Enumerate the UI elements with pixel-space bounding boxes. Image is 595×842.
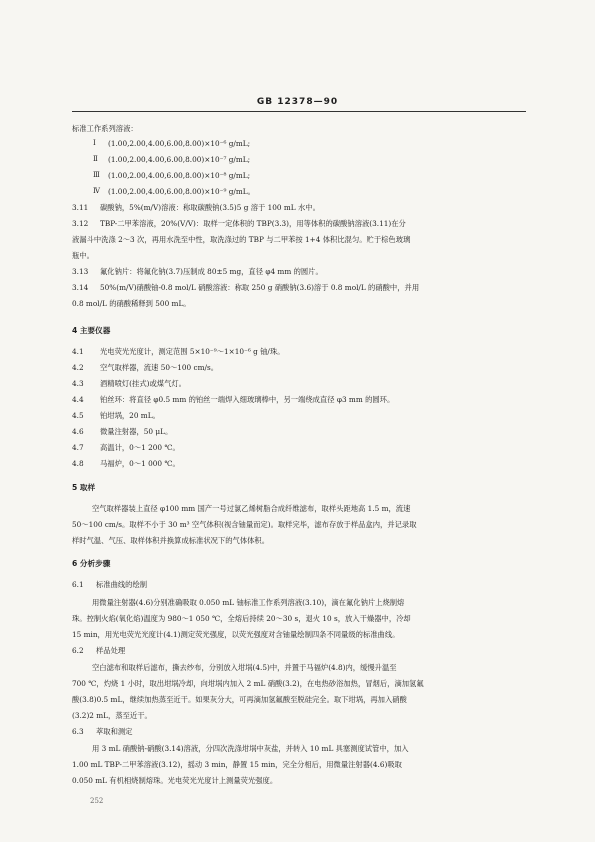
subsection-number: 6.1 — [72, 580, 84, 589]
item-text: 铂坩埚，20 mL。 — [100, 411, 160, 420]
item-text: 酒精喷灯(挂式)或煤气灯。 — [100, 379, 186, 388]
series-num: Ⅳ — [93, 187, 100, 195]
series-num: Ⅰ — [93, 139, 96, 147]
item-number: 3.12 — [72, 219, 89, 228]
item-number: 4.8 — [72, 459, 84, 468]
item-text: 微量注射器，50 μL。 — [100, 427, 173, 436]
item-number: 4.4 — [72, 395, 84, 404]
paragraph-line: 50～100 cm/s。取样不小于 30 m³ 空气体积(视含铀量而定)。取样完毕，滤布存放于样品盒内，并记录取 — [72, 520, 417, 529]
item-text: 50%(m/V)硝酸铀-0.8 mol/L 硝酸溶液：称取 250 g 硝酸钠(3.6)溶于 0.8 mol/L 的硝酸中，并用 — [100, 283, 420, 292]
item-number: 4.5 — [72, 411, 84, 420]
section-heading: 5 取样 — [72, 483, 96, 492]
item-text: 0.8 mol/L 的硝酸稀释到 500 mL。 — [72, 299, 191, 308]
item-text: 氟化钠片：将氟化钠(3.7)压制成 80±5 mg，直径 φ4 mm 的圆片。 — [100, 267, 323, 276]
paragraph-line: 用微量注射器(4.6)分别准确吸取 0.050 mL 铀标准工作系列溶液(3.10)，滴在氟化钠片上烧制熔 — [92, 598, 405, 607]
header-rule — [72, 111, 526, 112]
series-intro: 标准工作系列溶液： — [72, 124, 138, 133]
item-number: 4.6 — [72, 427, 84, 436]
paragraph-line: 15 min，用光电荧光光度计(4.1)测定荧光强度，以荧光强度对含铀量绘制四条不同量级的标准曲线。 — [72, 630, 400, 639]
item-number: 4.2 — [72, 363, 84, 372]
item-text: 高温计，0～1 200 ℃。 — [100, 443, 180, 452]
item-text: 瓶中。 — [72, 251, 94, 260]
item-number: 4.3 — [72, 379, 84, 388]
standard-header: GB 12378—90 — [256, 97, 339, 107]
paragraph-line: 酸(3.8)0.5 mL，继续加热蒸至近干。如果灰分大，可再滴加氢氟酸至脱硅完全。取下坩埚，再加入硝酸 — [72, 695, 407, 704]
subsection-title: 样品处理 — [96, 646, 126, 655]
paragraph-line: 空气取样器装上直径 φ100 mm 国产一号过氯乙烯树脂合成纤维滤布，取样头距地高 1.5 m，流速 — [92, 504, 411, 513]
paragraph-line: 空白滤布和取样后滤布，撕去纱布，分别放入坩埚(4.5)中，并置于马福炉(4.8)内，缓慢升温至 — [92, 663, 397, 672]
paragraph-line: (3.2)2 mL，蒸至近干。 — [72, 711, 152, 720]
item-text: 碳酸钠，5%(m/V)溶液：称取碳酸钠(3.5)5 g 溶于 100 mL 水中。 — [100, 203, 320, 212]
paragraph-line: 珠。控制火焰(氧化焰)温度为 980～1 050 ℃，全熔后持续 20～30 s，退火 10 s，放入干燥器中，冷却 — [72, 614, 411, 623]
subsection-title: 萃取和测定 — [96, 727, 133, 736]
series-text: (1.00,2.00,4.00,6.00,8.00)×10⁻⁸ g/mL; — [108, 171, 251, 180]
item-number: 4.1 — [72, 347, 84, 356]
section-heading: 6 分析步骤 — [72, 559, 111, 568]
item-number: 3.11 — [72, 203, 89, 212]
item-number: 3.14 — [72, 283, 89, 292]
series-text: (1.00,2.00,4.00,6.00,8.00)×10⁻⁹ g/mL。 — [108, 187, 255, 196]
paragraph-line: 1.00 mL TBP-二甲苯溶液(3.12)，摇动 3 min，静置 15 min，完全分相后，用微量注射器(4.6)吸取 — [72, 760, 402, 769]
paragraph-line: 700 ℃，灼烧 1 小时，取出坩埚冷却，向坩埚内加入 2 mL 硝酸(3.2)，在电热砂浴加热，冒烟后，滴加氢氟 — [72, 679, 424, 688]
item-number: 3.13 — [72, 267, 89, 276]
series-num: Ⅱ — [93, 155, 98, 163]
item-text: 液漏斗中洗涤 2～3 次，再用水洗至中性，取洗涤过的 TBP 与二甲苯按 1+4 体积比混匀。贮于棕色玻璃 — [72, 235, 411, 244]
subsection-number: 6.2 — [72, 646, 84, 655]
series-text: (1.00,2.00,4.00,6.00,8.00)×10⁻⁷ g/mL; — [108, 155, 251, 164]
page-number: 252 — [90, 797, 104, 805]
subsection-number: 6.3 — [72, 727, 84, 736]
item-text: 光电荧光光度计，测定范围 5×10⁻⁹～1×10⁻⁶ g 铀/珠。 — [100, 347, 285, 356]
series-text: (1.00,2.00,4.00,6.00,8.00)×10⁻⁶ g/mL; — [108, 139, 251, 148]
paragraph-line: 0.050 mL 有机相烧制熔珠。光电荧光光度计上测量荧光强度。 — [72, 776, 278, 785]
item-number: 4.7 — [72, 443, 84, 452]
subsection-title: 标准曲线的绘制 — [96, 580, 148, 589]
paragraph-line: 用 3 mL 硝酸钠-硝酸(3.14)溶液，分四次洗涤坩埚中灰盐，并转入 10 mL 具塞测度试管中，加入 — [92, 744, 409, 753]
item-text: 空气取样器，流速 50～100 cm/s。 — [100, 363, 219, 372]
item-text: 铂丝环：将直径 φ0.5 mm 的铂丝一端焊入细玻璃棒中，另一端绕成直径 φ3 mm 的圆环。 — [100, 395, 395, 404]
paragraph-line: 样时气温、气压、取样体积并换算成标准状况下的气体体积。 — [72, 536, 270, 545]
item-text: TBP-二甲苯溶液，20%(V/V)：取样一定体积的 TBP(3.3)，用等体积的碳酸钠溶液(3.11)在分 — [100, 219, 406, 228]
section-heading: 4 主要仪器 — [72, 326, 111, 335]
series-num: Ⅲ — [93, 171, 100, 179]
item-text: 马福炉，0～1 000 ℃。 — [100, 459, 180, 468]
